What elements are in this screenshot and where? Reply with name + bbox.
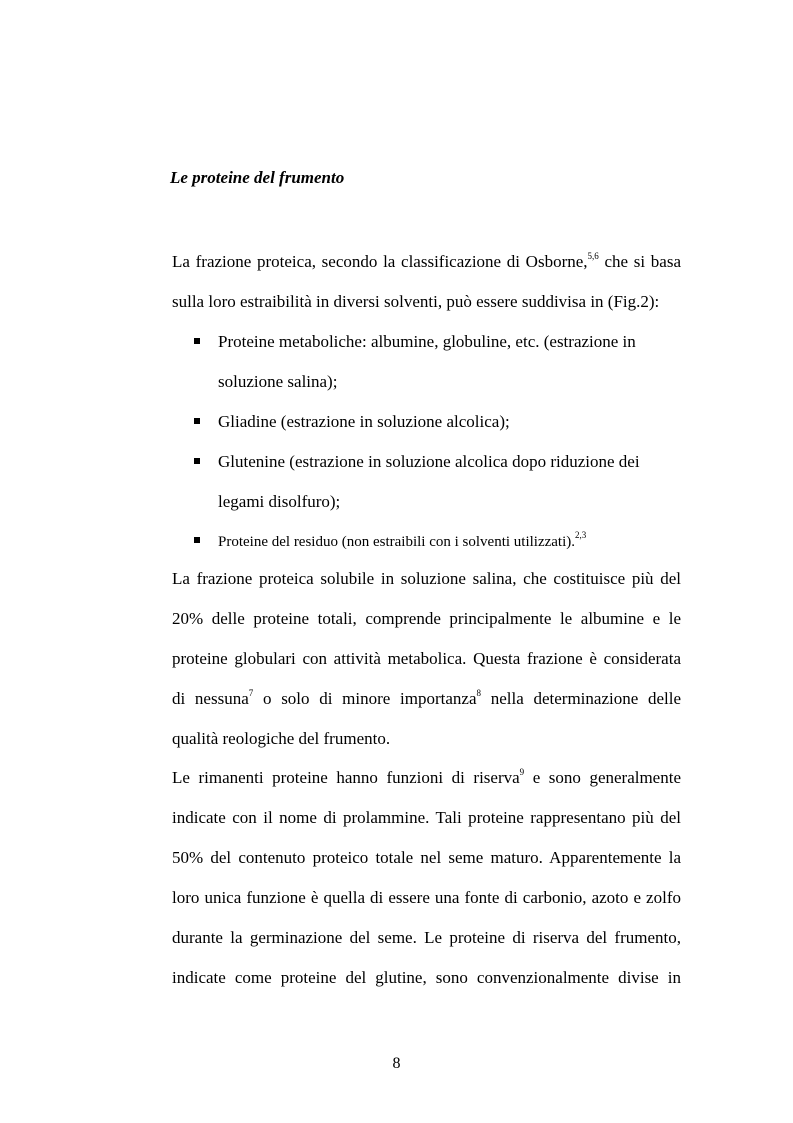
section-heading: Le proteine del frumento — [170, 168, 345, 187]
para1-line-2: 20% delle proteine totali, comprende principalmente le albumine e le — [172, 609, 681, 628]
intro-line-1 — [172, 252, 681, 272]
list-item-3-line-1: Glutenine (estrazione in soluzione alcolica dopo riduzione dei — [218, 452, 640, 471]
text-span: o solo di minore importanza — [253, 689, 477, 708]
list-item-4 — [218, 532, 586, 552]
bullet-icon — [194, 418, 200, 424]
citation: 8 — [476, 688, 482, 698]
para1-line-3: proteine globulari con attività metabolica. Questa frazione è considerata — [172, 649, 681, 668]
para2-line-1 — [172, 768, 681, 788]
para1-line-4 — [172, 689, 681, 709]
citation: 7 — [248, 688, 254, 698]
text-span: Le rimanenti proteine hanno funzioni di riserva — [172, 768, 520, 787]
text-span: e sono generalmente — [524, 768, 682, 787]
bullet-icon — [194, 338, 200, 344]
para2-line-6: indicate come proteine del glutine, sono convenzionalmente divise in — [172, 968, 681, 987]
citation: 2,3 — [575, 530, 587, 540]
bullet-icon — [194, 458, 200, 464]
list-item-1-line-1: Proteine metaboliche: albumine, globuline, etc. (estrazione in — [218, 332, 636, 351]
list-item-3-line-2: legami disolfuro); — [218, 492, 341, 511]
para2-line-2: indicate con il nome di prolammine. Tali proteine rappresentano più del — [172, 808, 681, 827]
intro-line-2: sulla loro estraibilità in diversi solventi, può essere suddivisa in (Fig.2): — [172, 292, 660, 311]
text-span: nella determinazione delle — [481, 689, 682, 708]
para1-line-1: La frazione proteica solubile in soluzione salina, che costituisce più del — [172, 569, 681, 588]
text-span: Proteine del residuo (non estraibili con i solventi utilizzati). — [218, 534, 575, 550]
text-span: di nessuna — [172, 689, 249, 708]
para1-line-5: qualità reologiche del frumento. — [172, 729, 391, 748]
para2-line-4: loro unica funzione è quella di essere una fonte di carbonio, azoto e zolfo — [172, 888, 681, 907]
para2-line-5: durante la germinazione del seme. Le proteine di riserva del frumento, — [172, 928, 681, 947]
text-span: La frazione proteica, secondo la classificazione di Osborne, — [172, 252, 588, 271]
bullet-icon — [194, 537, 200, 543]
citation: 5,6 — [587, 251, 599, 261]
list-item-2: Gliadine (estrazione in soluzione alcolica); — [218, 412, 510, 431]
page-number: 8 — [392, 1055, 401, 1072]
text-span: che si basa — [598, 252, 682, 271]
citation: 9 — [519, 767, 525, 777]
para2-line-3: 50% del contenuto proteico totale nel seme maturo. Apparentemente la — [172, 848, 681, 867]
list-item-1-line-2: soluzione salina); — [218, 372, 338, 391]
